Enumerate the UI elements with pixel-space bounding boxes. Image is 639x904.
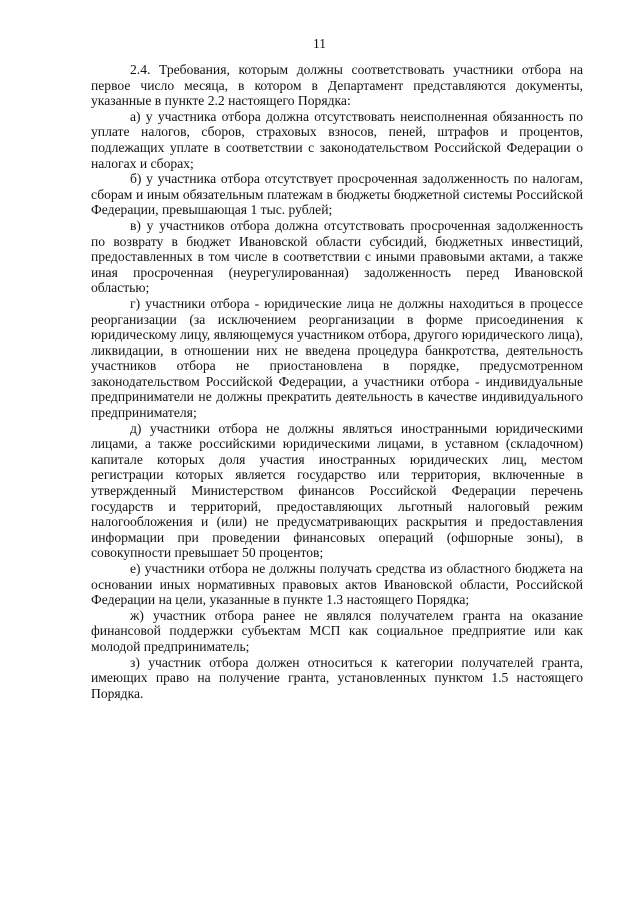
paragraph-v: в) у участников отбора должна отсутствовать просроченная задолженность по возврату в бюджет Ивановской области субсидий, бюджетных инвестиций, предоставленных в том числе в соответствии с иными правовыми актами, а также иная просроченная (неурегулированная) задолженность перед Ивановской областью; <box>91 217 583 296</box>
paragraph-z: з) участник отбора должен относиться к категории получателей гранта, имеющих право на получение гранта, установленных пунктом 1.5 настоящего Порядка. <box>91 654 583 701</box>
document-body <box>91 62 583 701</box>
paragraph-b: б) у участника отбора отсутствует просроченная задолженность по налогам, сборам и иным обязательным платежам в бюджеты бюджетной системы Российской Федерации, превышающая 1 тыс. рублей; <box>91 171 583 218</box>
paragraph-e: е) участники отбора не должны получать средства из областного бюджета на основании иных нормативных правовых актов Ивановской области, Российской Федерации на цели, указанные в пункте 1.3 настоящего Порядка; <box>91 561 583 608</box>
paragraph-2-4: 2.4. Требования, которым должны соответствовать участники отбора на первое число месяца, в котором в Департамент представляются документы, указанные в пункте 2.2 настоящего Порядка: <box>91 62 583 109</box>
paragraph-d: д) участники отбора не должны являться иностранными юридическими лицами, а также российскими юридическими лицами, в уставном (складочном) капитале которых доля участия иностранных юридических лиц, местом регистрации которых является государство или территория, включенные в утвержденный Министерством финансов Российской Федерации перечень государств и территорий, предоставляющих льготный налоговый режим налогообложения и (или) не предусматривающих раскрытия и предоставления информации при проведении финансовых операций (офшорные зоны), в совокупности превышает 50 процентов; <box>91 420 583 561</box>
page-number: 11 <box>313 36 326 51</box>
paragraph-g: г) участники отбора - юридические лица не должны находиться в процессе реорганизации (за исключением реорганизации в форме присоединения к юридическому лицу, являющемуся участником отбора, другого юридического лица), ликвидации, в отношении них не введена процедура банкротства, деятельность участников отбора не приостановлена в порядке, предусмотренном законодательством Российской Федерации, а участники отбора - индивидуальные предприниматели не должны прекратить деятельность в качестве индивидуального предпринимателя; <box>91 295 583 421</box>
paragraph-zh: ж) участник отбора ранее не являлся получателем гранта на оказание финансовой поддержки субъектам МСП как социальное предприятие или как молодой предприниматель; <box>91 607 583 654</box>
paragraph-a: а) у участника отбора должна отсутствовать неисполненная обязанность по уплате налогов, сборов, страховых взносов, пеней, штрафов и процентов, подлежащих уплате в соответствии с законодательством Российской Федерации о налогах и сборах; <box>91 108 583 171</box>
